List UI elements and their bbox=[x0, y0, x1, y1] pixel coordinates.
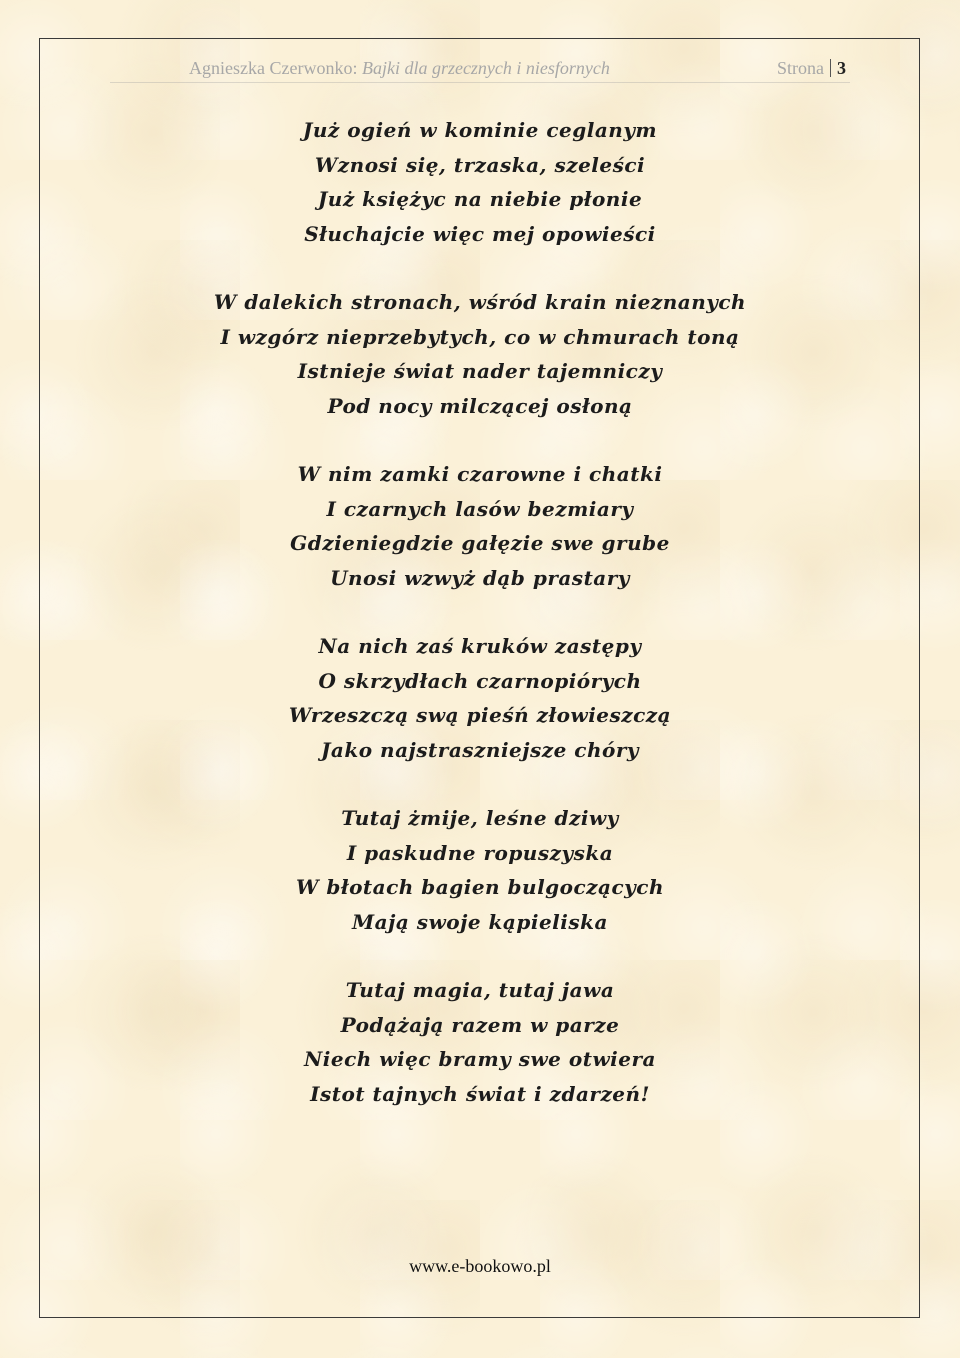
poem-line: Jako najstraszniejsze chóry bbox=[320, 737, 640, 762]
poem-line: W nim zamki czarowne i chatki bbox=[297, 462, 663, 486]
poem-line: Tutaj magia, tutaj jawa bbox=[345, 978, 615, 1002]
header-book-title: Bajki dla grzecznych i niesfornych bbox=[361, 58, 610, 78]
stanza-5 bbox=[40, 801, 920, 939]
poem-line: Wznosi się, trzaska, szeleści bbox=[314, 152, 646, 177]
poem-line: Gdzieniegdzie gałęzie swe grube bbox=[290, 531, 670, 555]
poem-line: Już księżyc na niebie płonie bbox=[317, 187, 643, 211]
poem-line: I paskudne ropuszyska bbox=[346, 840, 614, 865]
poem-line: W dalekich stronach, wśród krain nieznanych bbox=[213, 290, 747, 314]
poem-line: Tutaj żmije, leśne dziwy bbox=[341, 806, 619, 830]
header-page-label: Strona bbox=[777, 58, 824, 78]
header-separator bbox=[830, 59, 831, 77]
poem-line: O skrzydłach czarnopiórych bbox=[318, 668, 642, 693]
poem-line: Istot tajnych świat i zdarzeń! bbox=[310, 1081, 650, 1106]
poem bbox=[40, 113, 920, 1145]
stanza-2 bbox=[40, 285, 920, 423]
poem-line: W błotach bagien bulgoczących bbox=[295, 875, 665, 899]
header-page-number: 3 bbox=[837, 58, 846, 78]
header-rule bbox=[110, 82, 850, 83]
poem-line: Już ogień w kominie ceglanym bbox=[302, 118, 658, 142]
stanza-6 bbox=[40, 973, 920, 1111]
poem-line: I czarnych lasów bezmiary bbox=[326, 496, 634, 521]
poem-line: Mają swoje kąpieliska bbox=[352, 909, 608, 934]
header-page-indicator bbox=[777, 58, 846, 79]
stanza-4 bbox=[40, 629, 920, 767]
footer-website: www.e-bookowo.pl bbox=[409, 1256, 551, 1276]
poem-line: Istnieje świat nader tajemniczy bbox=[297, 359, 663, 383]
header-book-info bbox=[189, 58, 610, 79]
poem-line: Unosi wzwyż dąb prastary bbox=[330, 565, 630, 590]
poem-line: Słuchajcie więc mej opowieści bbox=[304, 221, 656, 246]
poem-line: Pod nocy milczącej osłoną bbox=[327, 393, 633, 418]
poem-line: Wrzeszczą swą pieśń złowieszczą bbox=[288, 703, 672, 727]
page-header bbox=[189, 58, 846, 82]
poem-line: Niech więc bramy swe otwiera bbox=[304, 1047, 656, 1071]
poem-line: I wzgórz nieprzebytych, co w chmurach toną bbox=[220, 324, 740, 349]
stanza-1 bbox=[40, 113, 920, 251]
header-author: Agnieszka Czerwonko: bbox=[189, 58, 358, 78]
poem-line: Podążają razem w parze bbox=[340, 1012, 620, 1037]
stanza-3 bbox=[40, 457, 920, 595]
poem-line: Na nich zaś kruków zastępy bbox=[318, 634, 642, 658]
